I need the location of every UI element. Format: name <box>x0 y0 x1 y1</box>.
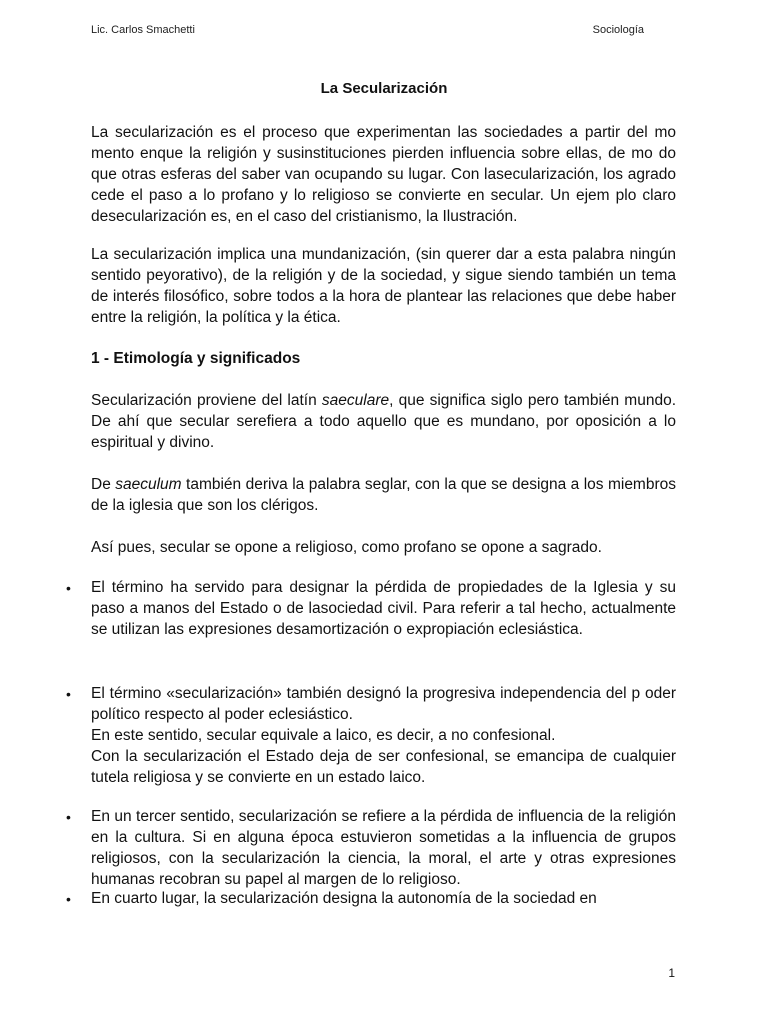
text-run: , que significa siglo pero también mundo. De ahí que secular serefiera a todo aquello que es mundano, por oposición a lo espiritual y divino. <box>91 392 677 451</box>
section-heading: 1 - Etimología y significados <box>91 350 301 367</box>
header-subject: Sociología <box>592 24 644 36</box>
paragraph-intro: La secularización es el proceso que experimentan las sociedades a partir del mo mento enque la religión y susinstituciones pierden influencia sobre ellas, de mo do que otras esferas del saber van ocupando su lugar. Con lasecularización, los agrado cede el paso a lo profano y lo religioso se convierte en secular. Un ejem plo claro desecularización es, en el caso del cristianismo, la Ilustración. <box>91 124 676 225</box>
bullet-item-3: En un tercer sentido, secularización se refiere a la pérdida de influencia de la religión en la cultura. Si en alguna época estuvieron sometidas a la influencia de grupos religiosos, con la secularización la ciencia, la moral, el arte y otras expresiones humanas recobran su papel al margen de lo religioso. <box>91 808 676 888</box>
bullet-marker: • <box>66 580 71 596</box>
text-run: De <box>91 476 116 493</box>
paragraph-oposicion: Así pues, secular se opone a religioso, como profano se opone a sagrado. <box>91 539 602 556</box>
paragraph-mundanizacion: La secularización implica una mundanización, (sin querer dar a esta palabra ningún sentido peyorativo), de la religión y de la sociedad, y sigue siendo también un tema de interés filosófico, sobre todos a la hora de plantear las relaciones que debe haber entre la religión, la política y la ética. <box>91 246 676 326</box>
bullet-marker: • <box>66 809 71 825</box>
paragraph-etimologia <box>91 390 676 453</box>
latin-term: saeculare <box>321 392 390 409</box>
bullet-item-2-line: En este sentido, secular equivale a laico, es decir, a no confesional. <box>91 727 556 744</box>
bullet-item-2-line: Con la secularización el Estado deja de ser confesional, se emancipa de cualquier tutela religiosa y se convierte en un estado laico. <box>91 748 676 786</box>
document-title: La Secularización <box>320 80 448 97</box>
bullet-marker: • <box>66 686 71 702</box>
text-run: Secularización proviene del latín <box>91 392 322 409</box>
text-run: también deriva la palabra seglar, con la que se designa a los miembros de la iglesia que son los clérigos. <box>91 476 676 514</box>
bullet-item-2-line: El término «secularización» también designó la progresiva independencia del p oder político respecto al poder eclesiástico. <box>91 685 676 723</box>
bullet-item-1: El término ha servido para designar la pérdida de propiedades de la Iglesia y su paso a manos del Estado o de lasociedad civil. Para referir a tal hecho, actualmente se utilizan las expresiones desamortización o expropiación eclesiástica. <box>91 579 676 638</box>
latin-term: saeculum <box>115 476 182 493</box>
bullet-item-2 <box>91 683 676 788</box>
bullet-marker: • <box>66 891 71 907</box>
page-number: 1 <box>668 966 675 980</box>
bullet-item-4: En cuarto lugar, la secularización designa la autonomía de la sociedad en <box>91 890 597 907</box>
header-author: Lic. Carlos Smachetti <box>91 24 195 36</box>
paragraph-saeculum <box>91 474 676 516</box>
